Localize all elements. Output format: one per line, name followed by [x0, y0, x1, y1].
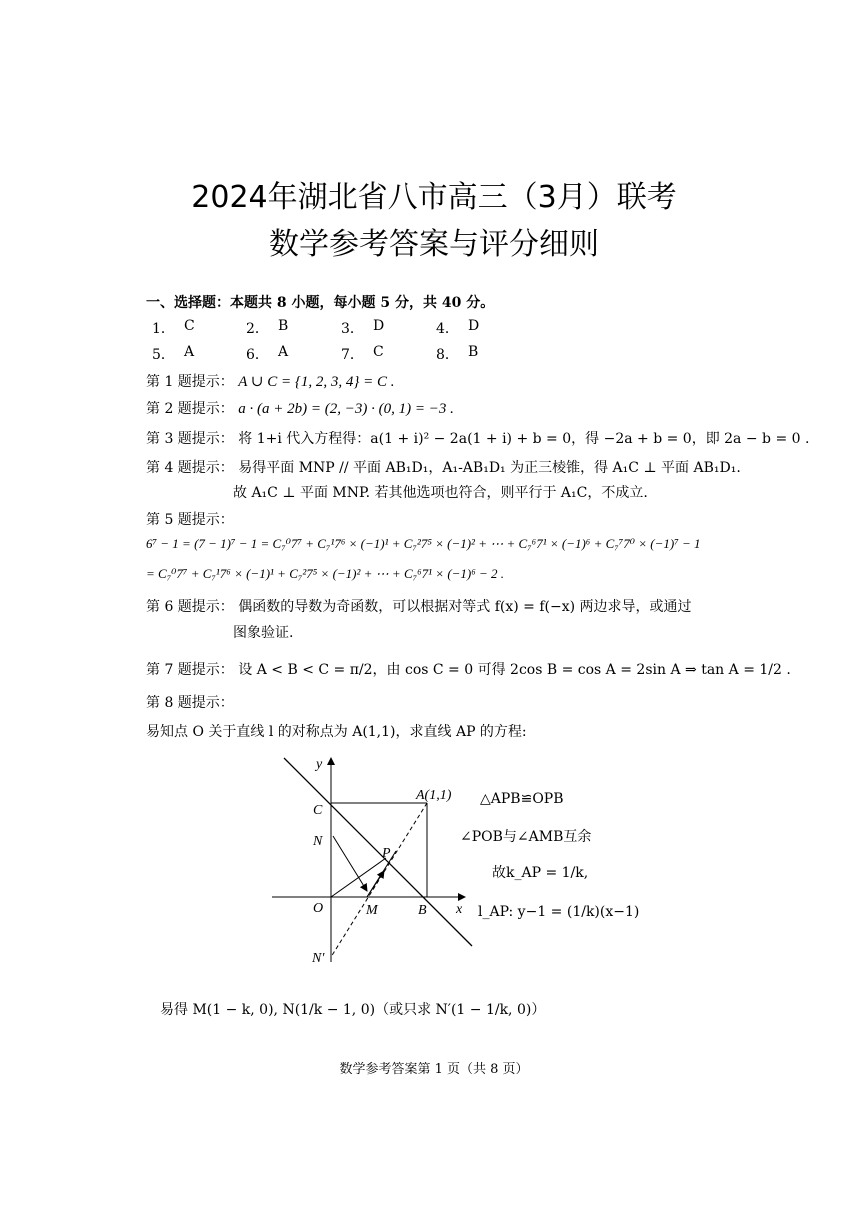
section-header: 一、选择题：本题共 8 小题，每小题 5 分，共 40 分。: [146, 295, 495, 311]
answer-num: 6．: [246, 347, 269, 363]
hint-2: [146, 398, 454, 418]
label-B: B: [418, 903, 427, 918]
line-l: [284, 758, 472, 946]
figure-note-2: ∠POB与∠AMB互余: [460, 829, 592, 845]
hint-5-eq1: 6⁷ − 1 = (7 − 1)⁷ − 1 = C₇⁰7⁷ + C₇¹7⁶ × (−1)¹ + C₇²7⁵ × (−1)² + ⋯ + C₇⁶7¹ × (−1)⁶ + C₇⁷7⁰ × (−1)⁷ − 1: [146, 536, 701, 551]
answer-value: D: [373, 318, 385, 334]
answer-num: 2．: [246, 321, 269, 337]
answer-num: 3．: [341, 321, 364, 337]
hint-label: 第 1 题提示：: [146, 374, 234, 390]
label-M: M: [366, 903, 378, 918]
hint-text: 将 1+i 代入方程得：a(1 + i)² − 2a(1 + i) + b = 0，得 −2a + b = 0，即 2a − b = 0 .: [238, 431, 810, 447]
hint-1: [146, 371, 394, 391]
label-x: x: [456, 902, 463, 917]
hint-4: [146, 457, 741, 477]
hint-6: [146, 596, 692, 616]
answer-value: B: [278, 318, 289, 334]
label-O: O: [313, 901, 324, 916]
answer-num: 1．: [152, 321, 175, 337]
hint-5-eq2: = C₇⁰7⁷ + C₇¹7⁶ × (−1)¹ + C₇²7⁵ × (−1)² + ⋯ + C₇⁶7¹ × (−1)⁶ − 2 .: [146, 566, 505, 581]
answer-value: D: [468, 318, 480, 334]
label-P: P: [382, 846, 391, 861]
answer-value: C: [184, 318, 195, 334]
answer-num: 7．: [341, 347, 364, 363]
figure-note-1: △APB≌OPB: [480, 791, 564, 807]
answer-num: 4．: [436, 321, 459, 337]
answer-num: 5．: [152, 347, 175, 363]
label-y: y: [316, 757, 323, 772]
hint-text: 设 A < B < C = π/2，由 cos C = 0 可得 2cos B = cos A = 2sin A ⇒ tan A = 1/2 .: [238, 662, 791, 678]
answer-value: B: [468, 344, 479, 360]
answer-value: A: [278, 344, 289, 360]
figure-note-3: 故k_AP = 1/k,: [492, 865, 589, 881]
answer-value: C: [373, 344, 384, 360]
figure-note-4: l_AP: y−1 = (1/k)(x−1): [478, 904, 640, 920]
hint-text: 易得平面 MNP // 平面 AB₁D₁，A₁-AB₁D₁ 为正三棱锥，得 A₁C ⊥ 平面 AB₁D₁.: [238, 460, 741, 476]
label-N-prime: N′: [312, 951, 325, 966]
conclusion: 易得 M(1 − k, 0), N(1/k − 1, 0)（或只求 N′(1 − 1/k, 0)）: [160, 1002, 546, 1018]
page-footer: 数学参考答案第 1 页（共 8 页）: [339, 1062, 529, 1077]
answer-value: A: [184, 344, 195, 360]
hint-8-text: 易知点 O 关于直线 l 的对称点为 A(1,1)，求直线 AP 的方程:: [146, 724, 527, 740]
hint-label: 第 3 题提示：: [146, 431, 234, 447]
hint-math: A ∪ C = {1, 2, 3, 4} = C .: [238, 374, 395, 390]
line-AP-dashed: [331, 803, 427, 957]
label-N: N: [313, 834, 323, 849]
segment-OP: [331, 858, 386, 897]
hint-5-label: 第 5 题提示：: [146, 512, 234, 528]
hint-8-label: 第 8 题提示：: [146, 695, 234, 711]
hint-3: [146, 428, 809, 448]
hint-label: 第 2 题提示：: [146, 401, 234, 417]
ray-NM: [333, 836, 367, 891]
page-subtitle: 数学参考答案与评分细则: [269, 227, 599, 262]
hint-label: 第 6 题提示：: [146, 599, 234, 615]
hint-7: [146, 659, 791, 679]
hint-text: 偶函数的导数为奇函数，可以根据对等式 f(x) = f(−x) 两边求导，或通过: [238, 599, 692, 615]
hint-label: 第 7 题提示：: [146, 662, 234, 678]
hint-label: 第 4 题提示：: [146, 460, 234, 476]
label-C: C: [313, 803, 323, 818]
hint-4-cont: 故 A₁C ⊥ 平面 MNP. 若其他选项也符合，则平行于 A₁C，不成立.: [233, 485, 648, 501]
hint-6-cont: 图象验证.: [233, 625, 294, 641]
label-A: A(1,1): [416, 788, 452, 803]
answer-num: 8．: [436, 347, 459, 363]
page-title: 2024年湖北省八市高三（3月）联考: [191, 180, 677, 215]
hint-math: a · (a + 2b) = (2, −3) · (0, 1) = −3 .: [238, 401, 454, 417]
